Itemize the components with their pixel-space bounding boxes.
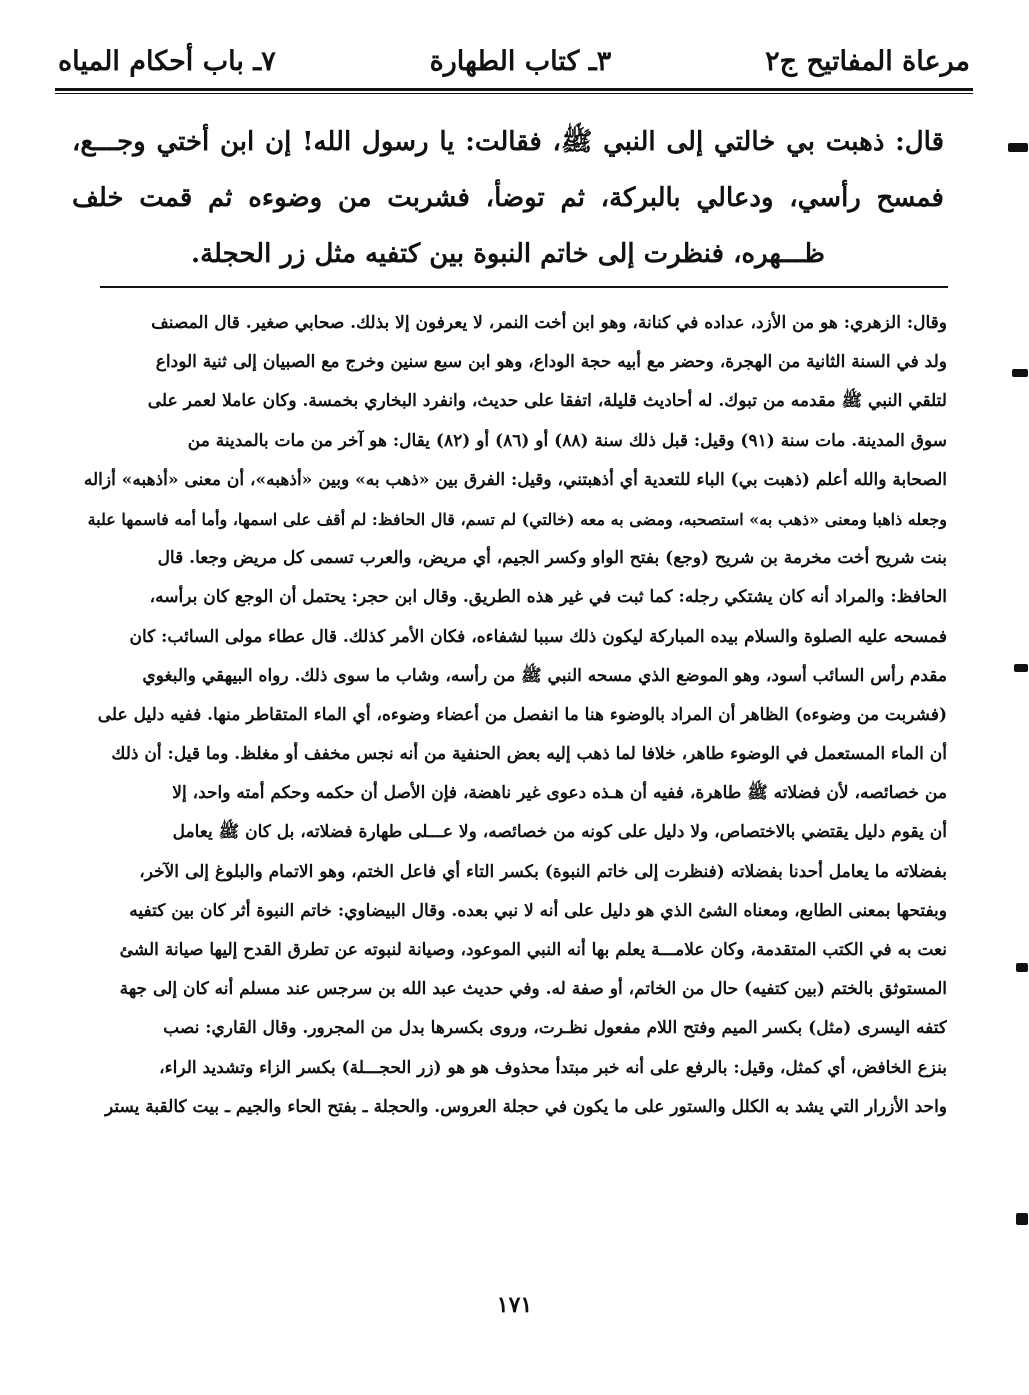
hadith-text: قال: ذهبت بي خالتي إلى النبي ﷺ، فقالت: يا رسول الله! إن ابن أختي وجـــع، فمسح رأسي، ودعالي بالبركة، ثم توضأ، فشربت من وضوءه ثم قمت خلف ظـــهره، فنظرت إلى خاتم النبوة بين كتفيه مثل زر الحجلة. [72,127,944,269]
commentary-line: بنت شريح أخت مخرمة بن شريح (وجع) بفتح الواو وكسر الجيم، أي مريض، والعرب تسمى كل مريض وجعا. قال [157,548,947,569]
book-title: مرعاة المفاتيح ج٢ [765,45,970,77]
commentary-line: الحافظ: والمراد أنه كان يشتكي رجله: كما ثبت في غير هذه الطريق. وقال ابن حجر: يحتمل أن الوجع كان برأسه، [149,587,947,608]
commentary-line: سوق المدينة. مات سنة (٩١) وقيل: قبل ذلك سنة (٨٨) أو (٨٦) أو (٨٢) يقال: هو آخر من مات بالمدينة من [187,430,947,451]
commentary-line: بفضلاته ما يعامل أحدنا بفضلاته (فنظرت إلى خاتم النبوة) بكسر التاء أي فاعل الختم، وهو الاتمام والبلوغ إلى الآخر، [139,861,947,882]
running-header [58,38,970,84]
commentary-line: واحد الأزرار التي يشد به الكلل والستور على ما يكون في حجلة العروس. والحجلة ـ بفتح الحاء والجيم ـ بيت كالقبة يستر [104,1096,947,1117]
separator-rule [100,286,948,288]
scan-artifact [1016,1213,1028,1225]
commentary-line: مقدم رأس السائب أسود، وهو الموضع الذي مسحه النبي ﷺ من رأسه، وشاب ما سوى ذلك. رواه البيهقي والبغوي [142,665,947,686]
header-rule [55,88,973,91]
scan-artifact [1012,369,1028,377]
section-title: ٧ـ باب أحكام المياه [58,45,276,77]
commentary-block [72,304,947,1127]
commentary-line: من خصائصه، لأن فضلاته ﷺ طاهرة، ففيه أن هـذه دعوى غير ناهضة، فإن الأصل أن حكمه وحكم أمته واحد، إلا [172,783,947,804]
commentary-line: لتلقي النبي ﷺ مقدمه من تبوك. له أحاديث قليلة، اتفقا على حديث، وانفرد البخاري بخمسة. وكان عاملا لعمر على [147,391,947,412]
commentary-line: وقال: الزهري: هو من الأزد، عداده في كنانة، وهو ابن أخت النمر، لا يعرفون إلا بذلك. صحابي صغير. قال المصنف [151,313,947,333]
scan-artifact [1014,664,1028,672]
commentary-line: كتفه اليسرى (مثل) بكسر الميم وفتح اللام مفعول نظـرت، وروى بكسرها بدل من المجرور. وقال القاري: نصب [163,1018,947,1039]
commentary-line: أن الماء المستعمل في الوضوء طاهر، خلافا لما ذهب إليه بعض الحنفية من أنه نجس مخفف أو مغلظ. وما قيل: أن ذلك [111,744,947,765]
commentary-line: المستوثق بالختم (بين كتفيه) حال من الخاتم، أو صفة له. وفي حديث عبد الله بن سرجس عند مسلم أنه كان إلى جهة [119,979,947,1000]
scan-artifact [1008,143,1028,152]
page-number: ١٧١ [496,1292,533,1318]
commentary-line: وبفتحها بمعنى الطابع، ومعناه الشئ الذي هو دليل على أنه لا نبي بعده. وقال البيضاوي: خاتم النبوة أثر كان بين كتفيه [129,900,947,921]
header-rule-thin [55,93,973,94]
commentary-line: ولد في السنة الثانية من الهجرة، وحضر مع أبيه حجة الوداع، وهو ابن سبع سنين وخرج مع الصبيان إلى ثنية الوداع [155,352,947,373]
commentary-line: نعت به في الكتب المتقدمة، وكان علامـــة يعلم بها أنه النبي الموعود، وصيانة لنبوته عن تطرق القدح إليها صيانة الشئ [119,940,947,960]
commentary-line: الصحابة والله أعلم (ذهبت بي) الباء للتعدية أي أذهبتني، وقيل: الفرق بين «ذهب به» وبين «أذهبه»، أن معنى «أذهبه» أزاله [83,469,947,490]
scan-artifact [1016,963,1028,972]
commentary-line: بنزع الخافض، أي كمثل، وقيل: بالرفع على أنه خبر مبتدأ محذوف هو هو (زر الحجـــلة) بكسر الزاء وتشديد الراء، [159,1057,947,1078]
chapter-title: ٣ـ كتاب الطهارة [429,45,612,77]
commentary-line: أن يقوم دليل يقتضي بالاختصاص، ولا دليل على كونه من خصائصه، ولا عـــلى طهارة فضلاته، بل كان ﷺ يعامل [172,822,947,843]
hadith-text-block [72,114,944,282]
commentary-line: فمسحه عليه الصلوة والسلام بيده المباركة ليكون ذلك سببا لشفاءه، فكان الأمر كذلك. قال عطاء مولى السائب: كان [129,626,947,647]
commentary-line: (فشربت من وضوءه) الظاهر أن المراد بالوضوء هنا ما انفصل من أعضاء وضوءه، أي الماء المتقاطر منها. ففيه دليل على [97,704,947,725]
commentary-line: وجعله ذاهبا ومعنى «ذهب به» استصحبه، ومضى به معه (خالتي) لم تسم، قال الحافظ: لم أقف على اسمها، وأما أمه فاسمها علبة [87,509,947,529]
